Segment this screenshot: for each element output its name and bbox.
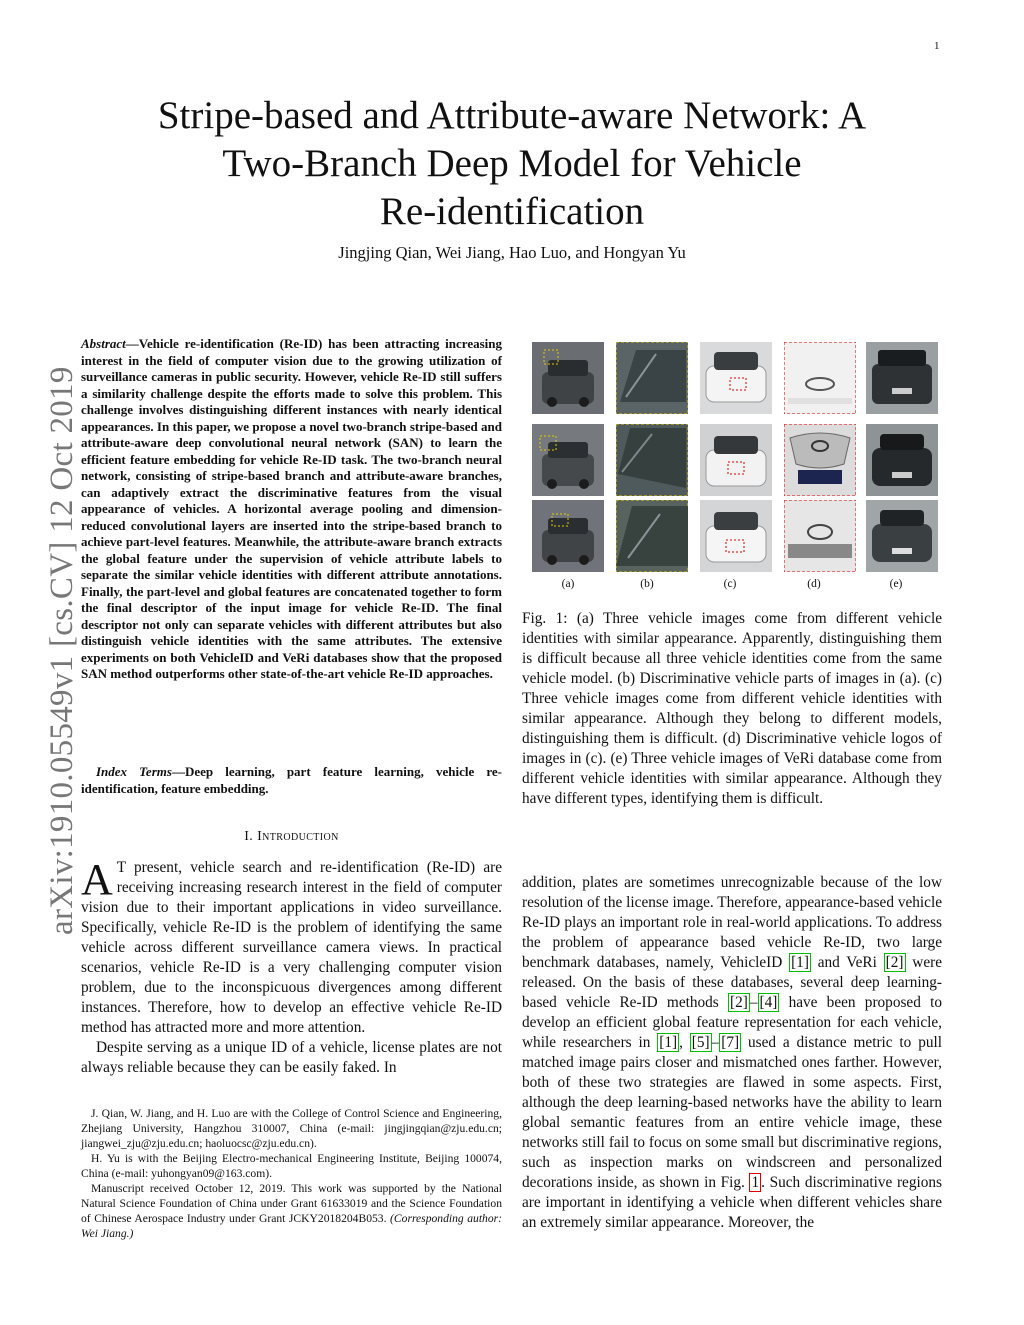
footnote-affiliation-2: H. Yu is with the Beijing Electro-mechanical Engineering Institute, Beijing 100074, China (e-mail: yuhongyan09@163.com). xyxy=(81,1152,502,1180)
citation-link[interactable]: [5] xyxy=(691,1034,710,1051)
text-run: . Such discriminative regions are important in identifying a vehicle when different vehicles share an extremely similar appearance. Moreover, the xyxy=(522,1174,942,1231)
text-run: – xyxy=(749,994,758,1011)
intro-paragraph-2: Despite serving as a unique ID of a vehicle, license plates are not always reliable because they can be easily faked. In xyxy=(81,1039,502,1076)
right-column-text xyxy=(522,873,942,1233)
figure-label-b: (b) xyxy=(640,578,654,590)
citation-link[interactable]: [1] xyxy=(659,1034,678,1051)
text-run: – xyxy=(711,1034,720,1051)
figure-caption: Fig. 1: (a) Three vehicle images come from different vehicle identities with similar appearance. Apparently, distinguishing them is difficult because all three vehicle identities come from the same vehicle model. (b) Discriminative vehicle parts of images in (a). (c) Three vehicle images come from different vehicle identities with similar appearance. Although they belong to different models, distinguishing them is difficult. (d) Discriminative vehicle logos of images in (c). (e) Three vehicle images of VeRi database come from different vehicle identities with similar appearance. Although they have different types, identifying them is difficult. xyxy=(522,610,942,807)
authors: Jingjing Qian, Wei Jiang, Hao Luo, and Hongyan Yu xyxy=(338,243,686,262)
citation-link[interactable]: [7] xyxy=(721,1034,740,1051)
section-heading xyxy=(81,829,502,845)
index-terms xyxy=(81,764,502,797)
abstract-text: —Vehicle re-identification (Re-ID) has been attracting increasing interest in the field of computer vision due to the growing utilization of surveillance cameras in public security. However, vehicle Re-ID still suffers a similarity challenge despite the efforts made to solve this problem. This challenge involves distinguishing different instances with nearly identical appearances. In this paper, we propose a novel two-branch stripe-based and attribute-aware deep convolutional neural network (SAN) to learn the efficient feature embedding for vehicle Re-ID task. The two-branch neural network, consisting of stripe-based branch and attribute-aware branches, can adaptively extract the discriminative features from the visual appearance of vehicles. A horizontal average pooling and dimension-reduced convolutional layers are inserted into the stripe-based branch to achieve part-level features. Meanwhile, the attribute-aware branch extracts the global feature under the supervision of vehicle attribute labels to separate the similar vehicle identities with different attribute annotations. Finally, the part-level and global features are concatenated together to form the final descriptor of the input image for vehicle Re-ID. The final descriptor not only can separate vehicles with different attributes but also distinguish vehicle identities with the same attributes. The extensive experiments on both VehicleID and VeRi databases show that the proposed SAN method outperforms other state-of-the-art vehicle Re-ID approaches. xyxy=(81,336,502,681)
vehicle-photo xyxy=(700,500,772,572)
dropcap: A xyxy=(81,855,113,904)
intro-paragraph-1: T present, vehicle search and re-identification (Re-ID) are receiving increasing research interest in the field of computer vision due to their important applications in video surveillance. Specifically, vehicle Re-ID is the problem of identifying the same vehicle across different surveillance camera views. In practical scenarios, vehicle Re-ID is a very challenging computer vision problem, due to the inconspicuous divergences among different instances. Therefore, how to develop an effective vehicle Re-ID method has attracted more and more attention. xyxy=(81,859,502,1036)
title-line-2: Two-Branch Deep Model for Vehicle xyxy=(222,142,802,185)
vehicle-photo xyxy=(532,342,604,414)
vehicle-photo xyxy=(866,500,938,572)
figure-label-c: (c) xyxy=(723,578,737,590)
vehicle-photo xyxy=(700,424,772,496)
corresponding-author: (Corresponding author: Wei Jiang.) xyxy=(81,1212,503,1240)
footnote-affiliation-1: J. Qian, W. Jiang, and H. Luo are with the College of Control Science and Engineering, Zhejiang University, Hangzhou 310007, China (e-mail: jingjingqian@zju.edu.cn; jiangwei_zju@zju.edu.cn; haoluocsc@zju.edu.cn). xyxy=(81,1107,502,1150)
citation-link[interactable]: [2] xyxy=(885,954,904,971)
logo-crop xyxy=(784,500,856,572)
figure-reference-link[interactable]: 1 xyxy=(751,1174,760,1191)
vehicle-photo xyxy=(532,424,604,496)
windscreen-crop xyxy=(616,424,688,496)
figure-label-e: (e) xyxy=(889,578,903,590)
text-run: and VeRi xyxy=(810,954,884,971)
vehicle-photo xyxy=(532,500,604,572)
vehicle-photo xyxy=(866,424,938,496)
vehicle-photo xyxy=(866,342,938,414)
page-number: 1 xyxy=(934,40,940,52)
citation-link[interactable]: [2] xyxy=(730,994,748,1011)
windscreen-crop xyxy=(616,342,688,414)
paper-title xyxy=(100,92,924,236)
vehicle-photo xyxy=(700,342,772,414)
title-line-1: Stripe-based and Attribute-aware Network: A xyxy=(157,94,867,137)
abstract xyxy=(81,336,502,683)
arxiv-stamp: arXiv:1910.05549v1 [cs.CV] 12 Oct 2019 xyxy=(44,366,80,935)
text-run: were released. On the basis of these databases, several deep learning-based vehicle Re-ID methods xyxy=(522,954,942,1011)
figure-1 xyxy=(532,340,942,580)
footnote-manuscript xyxy=(81,1181,502,1241)
text-run: , xyxy=(679,1034,690,1051)
figure-label-a: (a) xyxy=(561,578,575,590)
figure-label-d: (d) xyxy=(807,578,821,590)
section-title: Introduction xyxy=(257,829,339,844)
introduction xyxy=(81,855,502,1078)
footnotes xyxy=(81,1106,502,1241)
text-run: have been proposed to develop an efficient global feature representation for each vehicle, while researchers in xyxy=(522,994,943,1051)
logo-crop xyxy=(784,424,856,496)
logo-crop xyxy=(784,342,856,414)
index-terms-text: —Deep learning, part feature learning, vehicle re-identification, feature embedding. xyxy=(81,764,502,796)
abstract-label: Abstract xyxy=(81,336,126,351)
footnote-manuscript-text: Manuscript received October 12, 2019. This work was supported by the National Natural Science Foundation of China under Grant 61633019 and the Science Foundation of Chinese Aerospace Industry under Grant JCKY2018204B053. xyxy=(81,1182,502,1225)
title-line-3: Re-identification xyxy=(379,190,645,233)
windscreen-crop xyxy=(616,500,688,572)
text-run: addition, plates are sometimes unrecognizable because of the low resolution of the license image. Therefore, appearance-based vehicle Re-ID plays an important role in real-world applications. To address the problem of appearance based vehicle Re-ID, two large benchmark databases, namely, VehicleID xyxy=(522,874,942,971)
section-number: I. xyxy=(244,829,254,844)
text-run: used a distance metric to pull matched image pairs closer and mismatched ones farther. However, both of these two strategies are flawed in some aspects. First, although the deep learning-based networks have the ability to learn global semantic features from an entire vehicle image, these networks still fail to focus on some small but discriminative regions, such as inspection marks on windscreen and personalized decorations inside, as shown in Fig. xyxy=(522,1034,942,1191)
index-terms-label: Index Terms xyxy=(96,764,172,779)
citation-link[interactable]: [4] xyxy=(759,994,778,1011)
citation-link[interactable]: [1] xyxy=(791,954,809,971)
